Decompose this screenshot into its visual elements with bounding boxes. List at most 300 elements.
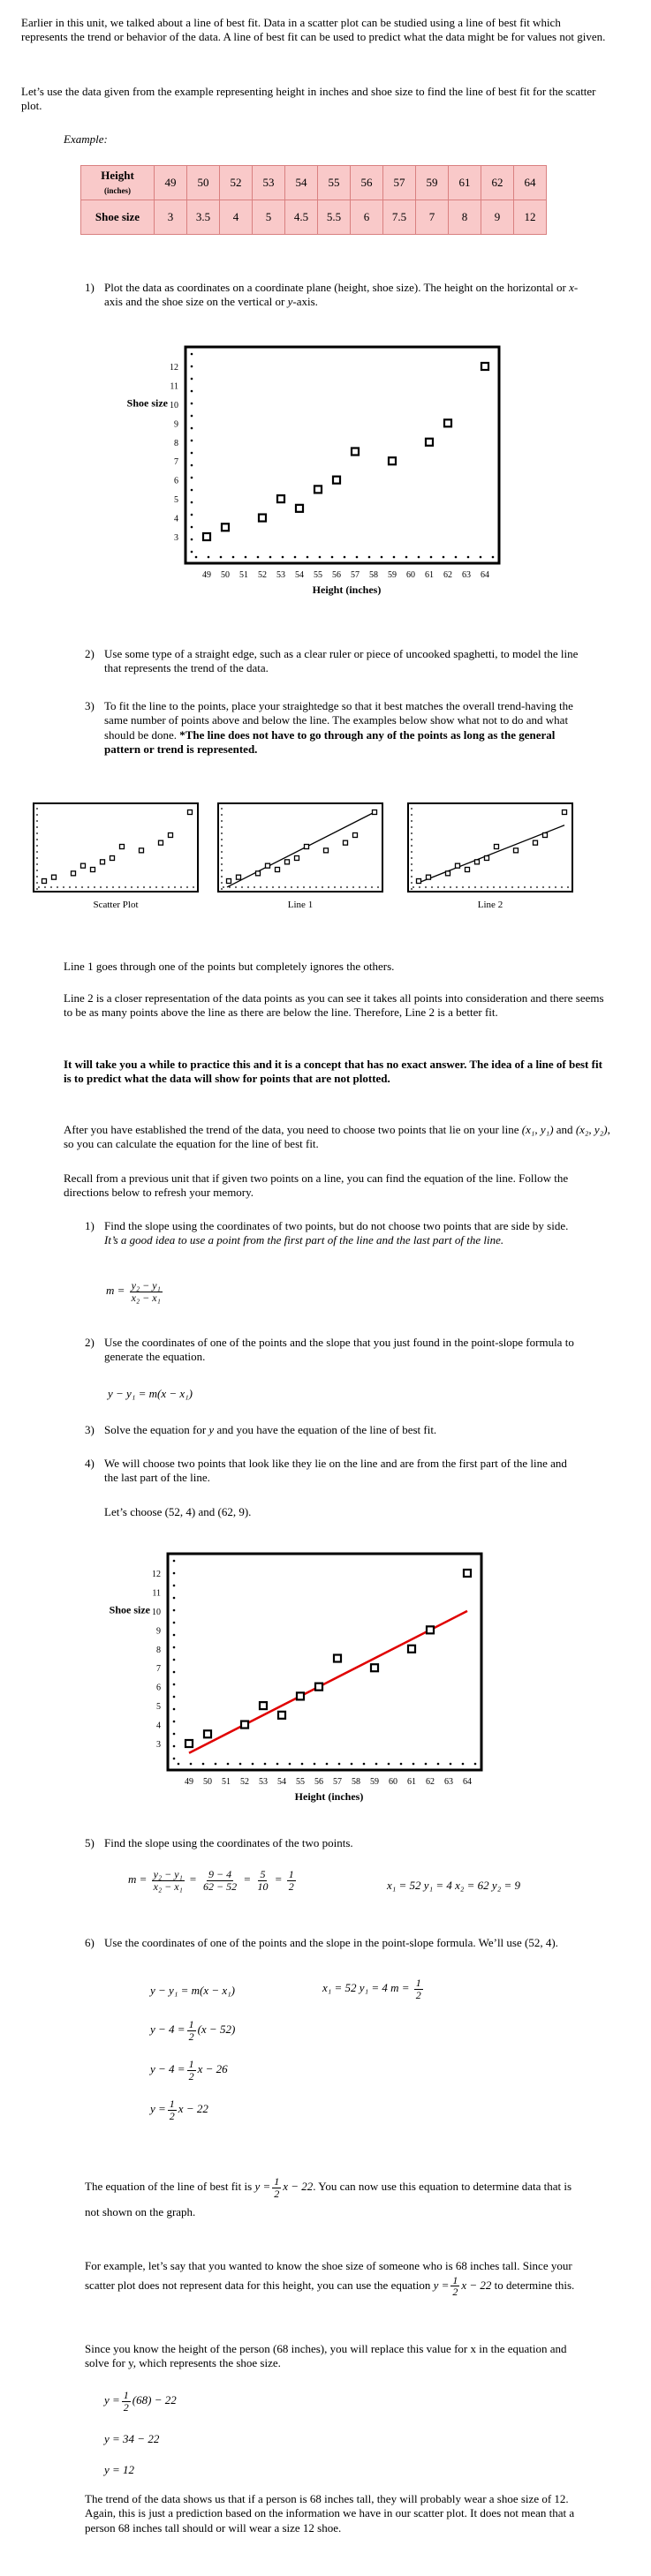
grid-dot: [173, 1597, 176, 1600]
mini-grid-dot: [36, 882, 38, 884]
mini-grid-dot: [530, 886, 532, 888]
mini-grid-dot: [36, 857, 38, 859]
mini-grid-dot: [481, 886, 482, 888]
mini-grid-dot: [221, 808, 223, 810]
example-68-paragraph: For example, let’s say that you wanted to know the shoe size of someone who is 68 inches tall. Since your scatter plot does not represent data for this height, you can use the equation y = $\frac{1}{2}$ x − 22 to determine this.: [85, 2259, 575, 2299]
mini-grid-dot: [162, 886, 163, 888]
grid-dot: [173, 1721, 176, 1723]
mini-grid-dot: [411, 870, 413, 871]
x-axis-label: Height (inches): [312, 584, 382, 596]
height-header: Height (inches): [81, 166, 155, 200]
shoe-cell: 3: [155, 200, 187, 235]
mini-data-point: [353, 833, 358, 838]
chart-frame: [168, 1554, 481, 1770]
grid-dot: [363, 1763, 366, 1766]
mini-plot-line-1: [216, 802, 384, 920]
y-tick-label: 9: [156, 1626, 161, 1637]
mini-frame: [408, 803, 572, 892]
mini-grid-dot: [38, 886, 40, 888]
grid-dot: [252, 1763, 254, 1766]
grid-dot: [195, 556, 198, 559]
data-point: [352, 448, 359, 456]
best-fit-statement: The equation of the line of best fit is y = $\frac{1}{2}$ x − 22. You can now use this equation to determine data that is not shown on the graph.: [85, 2174, 572, 2218]
grid-dot: [276, 1763, 279, 1766]
grid-dot: [191, 390, 193, 393]
mini-grid-dot: [100, 886, 102, 888]
data-point: [481, 363, 488, 370]
x-tick-label: 54: [295, 570, 304, 580]
mini-grid-dot: [221, 845, 223, 847]
x-tick-label: 55: [314, 570, 322, 580]
y-tick-label: 5: [174, 495, 178, 506]
mini-grid-dot: [411, 814, 413, 816]
slope-calculation: m = $\frac{\text{y₂ − y₁}}{\text{x₂ − x₁}}$ = $\frac{9 - 4}{62 - 52}$ = $\frac{5}{10}$ = $\frac{1}{2}$: [128, 1868, 294, 1893]
mini-grid-dot: [36, 820, 38, 822]
mini-grid-dot: [221, 888, 223, 890]
mini-grid-dot: [346, 886, 348, 888]
mini-grid-dot: [474, 886, 476, 888]
y-tick-label: 12: [170, 363, 178, 373]
step-6: [85, 1936, 579, 1950]
shoe-header: Shoe size: [81, 200, 155, 235]
grid-dot: [264, 1763, 267, 1766]
shoe-cell: 7: [416, 200, 449, 235]
direction-1-number: 1): [85, 1219, 95, 1232]
mini-data-point: [188, 810, 193, 815]
shoe-cell: 7.5: [383, 200, 416, 235]
x-tick-label: 61: [425, 570, 434, 580]
grid-dot: [191, 365, 193, 368]
grid-dot: [173, 1671, 176, 1674]
y-tick-label: 11: [170, 381, 178, 392]
mini-grid-dot: [221, 839, 223, 840]
grid-dot: [178, 1763, 180, 1766]
height-cell: 64: [514, 166, 547, 200]
grid-dot: [245, 556, 247, 559]
mini-data-point: [485, 856, 489, 861]
scatter-chart-2: [75, 1547, 490, 1815]
mini-grid-dot: [137, 886, 139, 888]
y-tick-label: 7: [156, 1664, 161, 1675]
data-point: [314, 486, 322, 493]
grid-dot: [173, 1745, 176, 1748]
mini-grid-dot: [241, 886, 243, 888]
direction-3-text: Solve the equation for y and you have the equation of the line of best fit.: [104, 1423, 437, 1436]
intro-paragraph: Earlier in this unit, we talked about a line of best fit. Data in a scatter plot can be studied using a line of best fit which represents the trend or behavior of the data. A line of best fit can be used to predict what the data might be for values not given.: [21, 16, 606, 44]
recall-paragraph: Recall from a previous unit that if given two points on a line, you can find the equation of the line. Follow the directions below to refresh your memory.: [64, 1171, 569, 1200]
chart-frame: [185, 347, 499, 563]
mini-frame: [34, 803, 198, 892]
mini-grid-dot: [36, 839, 38, 840]
mini-grid-dot: [487, 886, 488, 888]
mini-data-point: [101, 860, 105, 864]
mini-grid-dot: [112, 886, 114, 888]
mini-data-point: [52, 875, 57, 879]
step-2-text: Use some type of a straight edge, such as a clear ruler or piece of uncooked spaghetti, to model the line that represents the trend of the data.: [104, 647, 579, 675]
data-point: [241, 1721, 248, 1729]
s6-equation-4: y = $\frac{1}{2}$ x − 22: [150, 2098, 208, 2122]
grid-dot: [269, 556, 272, 559]
grid-dot: [480, 556, 482, 559]
since-paragraph: Since you know the height of the person (68 inches), you will replace this value for x in the equation and solve for y, which represents the shoe size.: [85, 2342, 567, 2370]
shoe-cell: 4: [220, 200, 253, 235]
mini-grid-dot: [456, 886, 458, 888]
mini-data-point: [456, 863, 460, 868]
shoe-cell: 6: [351, 200, 383, 235]
mini-grid-dot: [411, 857, 413, 859]
grid-dot: [191, 427, 193, 430]
grid-dot: [319, 556, 322, 559]
x-tick-label: 58: [352, 1777, 360, 1787]
grid-dot: [418, 556, 420, 559]
mini-data-point: [227, 879, 231, 884]
mini-plot-scatter: [32, 802, 200, 920]
height-cell: 56: [351, 166, 383, 200]
shoe-cell: 9: [481, 200, 514, 235]
data-point: [334, 1655, 341, 1662]
x-tick-label: 62: [426, 1777, 435, 1787]
mini-grid-dot: [505, 886, 507, 888]
mini-grid-dot: [431, 886, 433, 888]
mini-grid-dot: [278, 886, 280, 888]
mini-grid-dot: [413, 886, 414, 888]
shoe-cell: 8: [449, 200, 481, 235]
x-tick-label: 54: [277, 1777, 286, 1787]
grid-dot: [294, 556, 297, 559]
x-tick-label: 61: [407, 1777, 416, 1787]
mini-grid-dot: [411, 820, 413, 822]
mini-grid-dot: [221, 814, 223, 816]
conclusion-paragraph: The trend of the data shows us that if a person is 68 inches tall, they will probably wear a shoe size of 12. Again, this is just a prediction based on the information we have in our scatter plot. It does not mean that a person 68 inches tall should or will wear a size 12 shoe.: [85, 2492, 575, 2535]
mini-grid-dot: [36, 851, 38, 853]
mini-frame: [218, 803, 382, 892]
lets-use-paragraph: Let’s use the data given from the example representing height in inches and shoe size to find the line of best fit for the scatter plot.: [21, 85, 596, 113]
mini-data-point: [344, 840, 348, 845]
grid-dot: [314, 1763, 316, 1766]
x-tick-label: 50: [203, 1777, 212, 1787]
grid-dot: [388, 1763, 390, 1766]
mini-grid-dot: [352, 886, 354, 888]
y-tick-label: 7: [174, 457, 178, 468]
shoe-cell: 5.5: [318, 200, 351, 235]
mini-grid-dot: [50, 886, 52, 888]
mini-grid-dot: [297, 886, 299, 888]
s6-point-slope: y − y₁ = m(x − x₁): [150, 1984, 235, 1997]
shoe-cell: 3.5: [187, 200, 220, 235]
grid-dot: [232, 556, 235, 559]
mini-grid-dot: [221, 857, 223, 859]
mini-data-point: [110, 856, 115, 861]
grid-dot: [413, 1763, 415, 1766]
height-cell: 59: [416, 166, 449, 200]
mini-grid-dot: [411, 882, 413, 884]
x-tick-label: 50: [221, 570, 230, 580]
mini-data-point: [256, 871, 261, 876]
mini-grid-dot: [260, 886, 261, 888]
mini-data-point: [446, 871, 450, 876]
scatter-chart-1-svg: [93, 340, 508, 605]
mini-grid-dot: [309, 886, 311, 888]
grid-dot: [326, 1763, 329, 1766]
x-tick-label: 51: [222, 1777, 231, 1787]
grid-dot: [191, 415, 193, 418]
grid-dot: [173, 1622, 176, 1624]
step-6-text: Use the coordinates of one of the points and the slope in the point-slope formula. We’ll use (52, 4).: [104, 1936, 558, 1949]
mini-grid-dot: [254, 886, 255, 888]
mini-grid-dot: [221, 882, 223, 884]
s6-equation-3: y − 4 = $\frac{1}{2}$ x − 26: [150, 2058, 228, 2083]
data-point: [426, 439, 433, 446]
mini-data-point: [72, 871, 76, 876]
mini-grid-dot: [567, 886, 569, 888]
mini-grid-dot: [221, 826, 223, 828]
mini-grid-dot: [36, 863, 38, 865]
step-1-text: Plot the data as coordinates on a coordinate plane (height, shoe size). The height on the horizontal or x-axis and the shoe size on the vertical or y-axis.: [104, 281, 579, 309]
x-tick-label: 52: [240, 1777, 249, 1787]
practice-note: It will take you a while to practice this and it is a concept that has no exact answer. The idea of a line of best fit is to predict what the data will show for points that are not plotted.: [64, 1058, 602, 1086]
mini-grid-dot: [235, 886, 237, 888]
x-tick-label: 63: [444, 1777, 453, 1787]
height-cell: 61: [449, 166, 481, 200]
grid-dot: [190, 1763, 193, 1766]
x-tick-label: 57: [351, 570, 360, 580]
grid-dot: [430, 556, 433, 559]
mini-grid-dot: [36, 876, 38, 877]
grid-dot: [331, 556, 334, 559]
mini-grid-dot: [180, 886, 182, 888]
grid-dot: [191, 378, 193, 380]
mini-grid-dot: [36, 814, 38, 816]
data-point: [260, 1702, 267, 1709]
mini-grid-dot: [303, 886, 305, 888]
height-row: [81, 166, 547, 200]
mini-grid-dot: [186, 886, 188, 888]
direction-2-text: Use the coordinates of one of the points and the slope that you just found in the point-slope formula to generate the equation.: [104, 1336, 574, 1364]
grid-dot: [173, 1609, 176, 1612]
x-tick-label: 64: [481, 570, 489, 580]
mini-plot-label: Scatter Plot: [93, 900, 139, 910]
mini-data-point: [159, 840, 163, 845]
data-point: [297, 1692, 304, 1699]
data-point: [222, 523, 229, 531]
mini-grid-dot: [419, 886, 420, 888]
step-2-number: 2): [85, 647, 95, 660]
y-tick-label: 8: [174, 438, 178, 448]
grid-dot: [405, 556, 408, 559]
s6-values: x₁ = 52 y₁ = 4 m = $\frac{1}{2}$: [322, 1977, 421, 2001]
x-tick-label: 49: [202, 570, 211, 580]
mini-grid-dot: [221, 832, 223, 834]
y-tick-label: 4: [156, 1721, 161, 1731]
x-tick-label: 59: [370, 1777, 379, 1787]
mini-plot-label: Line 2: [477, 900, 503, 910]
grid-dot: [474, 1763, 477, 1766]
grid-dot: [455, 556, 458, 559]
mini-grid-dot: [221, 820, 223, 822]
data-point: [427, 1626, 434, 1633]
height-cell: 57: [383, 166, 416, 200]
grid-dot: [173, 1634, 176, 1637]
height-cell: 54: [285, 166, 318, 200]
solve-step-3: y = 12: [104, 2463, 135, 2476]
mini-grid-dot: [468, 886, 470, 888]
mini-data-point: [427, 875, 431, 879]
step-1: [85, 281, 579, 310]
mini-grid-dot: [94, 886, 95, 888]
line1-explanation: Line 1 goes through one of the points but completely ignores the others.: [64, 960, 395, 973]
shoe-cell: 5: [253, 200, 285, 235]
data-point: [259, 515, 266, 522]
grid-dot: [191, 440, 193, 442]
mini-grid-dot: [549, 886, 550, 888]
height-cell: 49: [155, 166, 187, 200]
grid-dot: [191, 539, 193, 541]
direction-2-number: 2): [85, 1336, 95, 1349]
x-tick-label: 52: [258, 570, 267, 580]
mini-grid-dot: [493, 886, 495, 888]
grid-dot: [351, 1763, 353, 1766]
step-1-number: 1): [85, 281, 95, 294]
grid-dot: [173, 1708, 176, 1711]
grid-dot: [400, 1763, 403, 1766]
direction-2: [85, 1336, 579, 1365]
mini-data-point: [169, 833, 173, 838]
mini-data-point: [42, 879, 47, 884]
grid-dot: [173, 1560, 176, 1563]
data-point: [278, 1712, 285, 1719]
mini-data-point: [373, 810, 377, 815]
mini-data-point: [534, 840, 538, 845]
x-tick-label: 57: [333, 1777, 342, 1787]
mini-grid-dot: [411, 876, 413, 877]
grid-dot: [307, 556, 309, 559]
x-tick-label: 55: [296, 1777, 305, 1787]
mini-grid-dot: [168, 886, 170, 888]
mini-grid-dot: [223, 886, 224, 888]
step-5-text: Find the slope using the coordinates of the two points.: [104, 1836, 353, 1849]
mini-grid-dot: [131, 886, 132, 888]
height-cell: 50: [187, 166, 220, 200]
chosen-points: Let’s choose (52, 4) and (62, 9).: [104, 1505, 252, 1518]
mini-grid-dot: [221, 863, 223, 865]
data-point: [185, 1740, 193, 1747]
data-point: [371, 1664, 378, 1671]
mini-grid-dot: [193, 886, 194, 888]
grid-dot: [393, 556, 396, 559]
x-axis-label: Height (inches): [294, 1790, 364, 1803]
grid-dot: [173, 1696, 176, 1699]
y-tick-label: 12: [152, 1570, 161, 1579]
grid-dot: [208, 556, 210, 559]
solve-step-2: y = 34 − 22: [104, 2432, 160, 2445]
mini-grid-dot: [322, 886, 323, 888]
mini-grid-dot: [561, 886, 563, 888]
mini-data-point: [276, 868, 280, 872]
grid-dot: [289, 1763, 291, 1766]
grid-dot: [381, 556, 383, 559]
grid-dot: [191, 489, 193, 492]
s6-equation-2: y − 4 = $\frac{1}{2}$ (x − 52): [150, 2018, 236, 2043]
mini-grid-dot: [524, 886, 526, 888]
step-5-number: 5): [85, 1836, 95, 1849]
mini-grid-dot: [75, 886, 77, 888]
mini-grid-dot: [247, 886, 249, 888]
mini-grid-dot: [425, 886, 427, 888]
mini-grid-dot: [266, 886, 268, 888]
grid-dot: [467, 556, 470, 559]
mini-data-point: [91, 868, 95, 872]
mini-plot-label: Line 1: [287, 900, 314, 910]
mini-data-point: [285, 860, 290, 864]
mini-grid-dot: [36, 826, 38, 828]
grid-dot: [191, 464, 193, 467]
y-tick-label: 10: [152, 1607, 161, 1617]
grid-dot: [220, 556, 223, 559]
mini-grid-dot: [359, 886, 360, 888]
grid-dot: [375, 1763, 378, 1766]
mini-grid-dot: [411, 826, 413, 828]
mini-grid-dot: [155, 886, 157, 888]
grid-dot: [239, 1763, 242, 1766]
grid-dot: [344, 556, 346, 559]
y-tick-label: 3: [174, 533, 178, 543]
line2-explanation: Line 2 is a closer representation of the data points as you can see it takes all points into consideration and there seems to be as many points above the line as there are below the line. Therefore, Line 2 is a better fit.: [64, 991, 604, 1020]
direction-3: [85, 1423, 579, 1437]
mini-grid-dot: [315, 886, 317, 888]
y-tick-label: 11: [152, 1588, 161, 1599]
grid-dot: [173, 1683, 176, 1686]
mini-grid-dot: [462, 886, 464, 888]
grid-dot: [202, 1763, 205, 1766]
mini-grid-dot: [221, 851, 223, 853]
y-tick-label: 6: [174, 476, 178, 486]
mini-grid-dot: [443, 886, 445, 888]
x-tick-label: 60: [406, 570, 415, 580]
mini-grid-dot: [36, 808, 38, 810]
mini-grid-dot: [555, 886, 556, 888]
direction-1-text: Find the slope using the coordinates of two points, but do not choose two points that are side by side. It’s a good idea to use a point from the first part of the line and the last part of the line.: [104, 1219, 569, 1247]
mini-grid-dot: [340, 886, 342, 888]
mini-grid-dot: [57, 886, 58, 888]
mini-grid-dot: [365, 886, 367, 888]
step-5: [85, 1836, 579, 1850]
mini-grid-dot: [221, 876, 223, 877]
grid-dot: [191, 452, 193, 455]
y-axis-label: Shoe size: [109, 1603, 150, 1616]
data-table: [80, 165, 547, 235]
mini-data-point: [466, 868, 470, 872]
mini-data-point: [417, 879, 421, 884]
mini-data-point: [324, 848, 329, 853]
direction-4-number: 4): [85, 1457, 95, 1470]
solve-step-1: y = $\frac{1}{2}$ (68) − 22: [104, 2389, 177, 2414]
scatter-chart-1: [93, 340, 508, 608]
direction-4: [85, 1457, 579, 1486]
y-tick-label: 10: [170, 400, 178, 411]
coordinate-values: x₁ = 52 y₁ = 4 x₂ = 62 y₂ = 9: [387, 1879, 520, 1892]
mini-grid-dot: [411, 845, 413, 847]
shoe-cell: 4.5: [285, 200, 318, 235]
mini-data-point: [305, 845, 309, 849]
data-point: [389, 457, 396, 464]
mini-data-point: [266, 863, 270, 868]
mini-grid-dot: [36, 888, 38, 890]
mini-grid-dot: [518, 886, 519, 888]
mini-grid-dot: [143, 886, 145, 888]
mini-data-point: [475, 860, 480, 864]
x-tick-label: 51: [239, 570, 248, 580]
mini-grid-dot: [36, 832, 38, 834]
